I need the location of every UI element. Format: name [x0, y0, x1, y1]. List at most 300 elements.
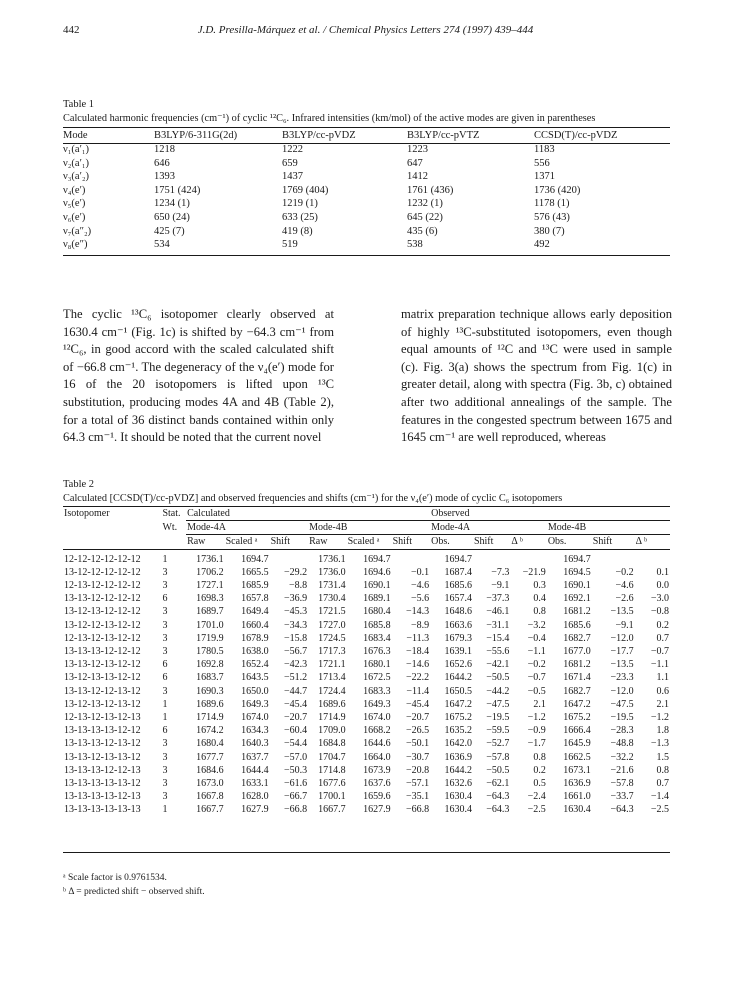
table1-header-cell: B3LYP/6-311G(2d) [154, 130, 238, 141]
value-cell: −1.3 [650, 738, 669, 750]
value-cell: 1628.0 [241, 791, 269, 803]
value-cell: −45.4 [283, 698, 308, 710]
value-cell: 1681.2 [563, 659, 591, 671]
isotopomer-cell: 13-13-13-12-13-12 [64, 738, 141, 750]
table1-header-cell: B3LYP/cc-pVTZ [407, 130, 480, 141]
value-cell: −59.5 [486, 725, 510, 737]
value-cell: 1649.4 [241, 606, 269, 618]
value-cell: 1638.0 [241, 646, 269, 658]
table-row [63, 645, 670, 658]
value-cell [592, 549, 635, 566]
value-cell: 0.8 [656, 764, 669, 776]
value-cell: −46.1 [486, 606, 510, 618]
value-cell: −11.4 [406, 685, 430, 697]
value-cell: 2.1 [656, 698, 669, 710]
isotopomer-cell: 13-13-12-12-13-12 [64, 685, 141, 697]
value-cell: 0.7 [656, 632, 669, 644]
header-scaled: Scaled ᵃ [225, 535, 270, 549]
value-cell: −66.8 [283, 804, 308, 816]
header-shift: Shift [392, 535, 431, 549]
isotopomer-cell: 13-12-13-12-13-12 [64, 698, 141, 710]
mode-cell: ν₈(e″) [63, 239, 88, 251]
value-cell: −17.7 [610, 646, 634, 658]
value-cell: 1677.6 [318, 778, 346, 790]
frequency-cell: 633 (25) [282, 211, 318, 223]
value-cell: 1640.3 [241, 738, 269, 750]
value-cell: 1630.4 [563, 804, 591, 816]
weight-cell: 3 [162, 566, 168, 578]
value-cell: −21.6 [610, 764, 634, 776]
value-cell: −52.7 [486, 738, 510, 750]
header-obs-mode4b: Mode-4B [547, 521, 670, 535]
frequency-cell: 647 [407, 157, 423, 169]
table1-body [63, 143, 670, 252]
header-delta: Δ ᵇ [635, 535, 670, 549]
value-cell: −30.7 [406, 751, 430, 763]
value-cell: −47.5 [610, 698, 634, 710]
table2-description: Calculated [CCSD(T)/cc-pVDZ] and observed frequencies and shifts (cm⁻¹) for the ν₄(e′) mode of cyclic C₆ isotopomers [63, 493, 563, 504]
value-cell: −36.9 [283, 593, 308, 605]
value-cell: −15.8 [283, 632, 308, 644]
value-cell: 1.1 [656, 672, 669, 684]
value-cell: 0.3 [533, 580, 546, 592]
value-cell: −57.8 [610, 778, 634, 790]
table1-description: Calculated harmonic frequencies (cm⁻¹) of cyclic ¹²C₆. Infrared intensities (km/mol) of the active modes are given in parentheses [63, 113, 596, 124]
frequency-cell: 1769 (404) [282, 184, 329, 196]
value-cell: −1.7 [527, 738, 546, 750]
value-cell: 1657.4 [444, 593, 472, 605]
value-cell: −66.8 [406, 804, 430, 816]
value-cell: −0.2 [615, 566, 634, 578]
frequency-cell: 576 (43) [534, 211, 570, 223]
value-cell: 1637.6 [363, 778, 391, 790]
value-cell: 1630.4 [444, 791, 472, 803]
value-cell: 1685.6 [444, 580, 472, 592]
frequency-cell: 1412 [407, 171, 428, 183]
value-cell: −8.8 [288, 580, 308, 592]
value-cell: 1649.3 [363, 698, 391, 710]
isotopomer-cell: 13-13-12-13-12-12 [64, 659, 141, 671]
value-cell: 1674.2 [196, 725, 224, 737]
value-cell: 1649.3 [241, 698, 269, 710]
table-row [63, 777, 670, 790]
value-cell: 1668.2 [363, 725, 391, 737]
table2-header-row-3 [63, 535, 670, 549]
value-cell: −0.9 [527, 725, 546, 737]
value-cell: −20.8 [406, 764, 430, 776]
value-cell: 1683.7 [196, 672, 224, 684]
value-cell: −55.6 [486, 646, 510, 658]
value-cell: 1667.8 [196, 791, 224, 803]
header-calc-mode4a: Mode-4A [186, 521, 308, 535]
value-cell: 1690.1 [563, 580, 591, 592]
table1-header-cell: B3LYP/cc-pVDZ [282, 130, 356, 141]
value-cell: 1714.9 [318, 712, 346, 724]
value-cell: 0.5 [533, 778, 546, 790]
value-cell: −54.4 [283, 738, 308, 750]
weight-cell: 1 [162, 698, 168, 710]
frequency-cell: 538 [407, 239, 423, 251]
value-cell: 1664.0 [363, 751, 391, 763]
header-shift: Shift [473, 535, 510, 549]
value-cell: −2.4 [527, 791, 546, 803]
table1-bottom-rule [63, 255, 670, 256]
frequency-cell: 435 (6) [407, 225, 438, 237]
weight-cell: 1 [162, 712, 168, 724]
table1-header-row [63, 128, 670, 143]
value-cell: 1673.1 [563, 764, 591, 776]
value-cell: −45.3 [283, 606, 308, 618]
table-row [63, 698, 670, 711]
weight-cell: 1 [162, 553, 168, 565]
value-cell: 0.4 [533, 593, 546, 605]
header-obs: Obs. [547, 535, 592, 549]
value-cell: 1706.2 [196, 566, 224, 578]
isotopomer-cell: 13-13-13-12-12-12 [64, 646, 141, 658]
frequency-cell: 380 (7) [534, 225, 565, 237]
value-cell: 2.1 [533, 698, 546, 710]
value-cell: 1.8 [656, 725, 669, 737]
frequency-cell: 1751 (424) [154, 184, 201, 196]
table-row [63, 619, 670, 632]
value-cell [392, 549, 431, 566]
isotopomer-cell: 13-12-12-12-12-12 [64, 566, 141, 578]
mode-cell: ν₁(a′₁) [63, 144, 90, 155]
value-cell: −13.5 [610, 606, 634, 618]
value-cell: 1680.4 [196, 738, 224, 750]
value-cell: 1677.0 [563, 646, 591, 658]
value-cell: −7.3 [491, 566, 510, 578]
value-cell: −64.3 [610, 804, 634, 816]
value-cell: 1648.6 [444, 606, 472, 618]
header-observed: Observed [430, 507, 670, 521]
table-row [63, 685, 670, 698]
value-cell: −26.5 [406, 725, 430, 737]
isotopomer-cell: 13-13-13-13-12-12 [64, 725, 141, 737]
value-cell: 1671.4 [563, 672, 591, 684]
value-cell: 1665.5 [241, 566, 269, 578]
value-cell: −12.0 [610, 685, 634, 697]
value-cell: −0.8 [650, 606, 669, 618]
frequency-cell: 646 [154, 157, 170, 169]
value-cell [510, 549, 546, 566]
value-cell: 1674.0 [241, 712, 269, 724]
value-cell: −19.5 [610, 712, 634, 724]
value-cell: −47.5 [486, 698, 510, 710]
value-cell: 1.5 [656, 751, 669, 763]
value-cell: 1692.8 [196, 659, 224, 671]
value-cell: 1721.1 [318, 659, 346, 671]
value-cell: −32.2 [610, 751, 634, 763]
weight-cell: 6 [162, 672, 168, 684]
value-cell: 0.6 [656, 685, 669, 697]
value-cell: 1647.2 [444, 698, 472, 710]
frequency-cell: 1223 [407, 144, 428, 155]
table1-caption: Table 1 [63, 99, 95, 110]
value-cell: 1674.0 [363, 712, 391, 724]
value-cell: −33.7 [610, 791, 634, 803]
header-stat: Stat. [162, 508, 181, 520]
isotopomer-cell: 13-13-13-13-13-12 [64, 778, 141, 790]
value-cell: 1678.9 [241, 632, 269, 644]
value-cell: −50.5 [486, 672, 510, 684]
value-cell: −2.5 [650, 804, 669, 816]
header-obs: Obs. [430, 535, 473, 549]
weight-cell: 3 [162, 791, 168, 803]
value-cell: −3.0 [650, 593, 669, 605]
weight-cell: 3 [162, 646, 168, 658]
body-text-right-column [401, 306, 672, 447]
value-cell: 1714.8 [318, 764, 346, 776]
value-cell: 1689.6 [196, 698, 224, 710]
value-cell: 1694.7 [241, 553, 269, 565]
value-cell: 1630.4 [444, 804, 472, 816]
value-cell: 1694.7 [363, 553, 391, 565]
value-cell: 1683.3 [363, 685, 391, 697]
header-scaled: Scaled ᵃ [347, 535, 392, 549]
value-cell: 1680.4 [363, 606, 391, 618]
page-number: 442 [63, 24, 80, 36]
value-cell: −13.5 [610, 659, 634, 671]
value-cell: 1727.1 [196, 580, 224, 592]
value-cell: 1684.6 [196, 764, 224, 776]
value-cell: −9.1 [615, 619, 634, 631]
value-cell: 1690.3 [196, 685, 224, 697]
value-cell: −48.8 [610, 738, 634, 750]
value-cell: −35.1 [406, 791, 430, 803]
mode-cell: ν₇(a″₂) [63, 225, 92, 237]
weight-cell: 1 [162, 804, 168, 816]
value-cell: 1672.5 [363, 672, 391, 684]
running-header: J.D. Presilla-Márquez et al. / Chemical Physics Letters 274 (1997) 439–444 [197, 24, 534, 36]
value-cell: 1677.7 [196, 751, 224, 763]
paragraph-right: matrix preparation technique allows early deposition of highly ¹³C-substituted isotopomers, even though equal amounts of ¹²C and ¹³C were used in sample (c). Fig. 3(a) shows the spectrum from Fig. 1(c) in greater detail, along with spectra (Fig. 3b, c) obtained after two additional annealings of the sample. The features in the congested spectrum between 1675 and 1645 cm⁻¹ are well reproduced, whereas [401, 307, 672, 445]
isotopomer-cell: 13-13-13-13-12-13 [64, 791, 141, 803]
value-cell: −3.2 [527, 619, 546, 631]
value-cell: 1644.2 [444, 672, 472, 684]
value-cell: 1650.0 [241, 685, 269, 697]
table-row [63, 211, 670, 225]
frequency-cell: 1437 [282, 171, 303, 183]
value-cell: −57.0 [283, 751, 308, 763]
value-cell: 1666.4 [563, 725, 591, 737]
value-cell: 1633.1 [241, 778, 269, 790]
value-cell: 1714.9 [196, 712, 224, 724]
frequency-cell: 556 [534, 157, 550, 169]
value-cell: 1724.5 [318, 632, 346, 644]
value-cell: 0.7 [656, 778, 669, 790]
value-cell: −64.3 [486, 804, 510, 816]
value-cell: −1.2 [650, 712, 669, 724]
value-cell: 1730.4 [318, 593, 346, 605]
value-cell: 1673.0 [196, 778, 224, 790]
header-obs-mode4a: Mode-4A [430, 521, 547, 535]
isotopomer-cell: 12-13-12-12-12-12 [64, 580, 141, 592]
value-cell: −8.9 [411, 619, 430, 631]
weight-cell: 6 [162, 659, 168, 671]
value-cell: −50.1 [406, 738, 430, 750]
frequency-cell: 1736 (420) [534, 184, 581, 196]
value-cell: −15.4 [486, 632, 510, 644]
table-row [63, 238, 670, 252]
paragraph-left: The cyclic ¹³C₆ isotopomer clearly observed at 1630.4 cm⁻¹ (Fig. 1c) is shifted by −64.3 cm⁻¹ from ¹²C₆, in good accord with the scaled calculated shift of −66.8 cm⁻¹. The degeneracy of the ν₄(e′) mode for 16 of the 20 isotopomers is lifted upon ¹³C substitution, producing modes 4A and 4B (Table 2), for a total of 36 distinct bands contained within only 64.3 cm⁻¹. It should be noted that the current novel [63, 307, 334, 445]
value-cell: 1660.4 [241, 619, 269, 631]
value-cell: 1675.2 [444, 712, 472, 724]
weight-cell: 3 [162, 619, 168, 631]
value-cell: 1642.0 [444, 738, 472, 750]
value-cell: −42.3 [283, 659, 308, 671]
value-cell [473, 549, 510, 566]
value-cell: 1698.3 [196, 593, 224, 605]
value-cell: 1673.9 [363, 764, 391, 776]
value-cell: −2.6 [615, 593, 634, 605]
value-cell: 1701.0 [196, 619, 224, 631]
weight-cell: 3 [162, 606, 168, 618]
table-row [63, 566, 670, 579]
value-cell: 1645.9 [563, 738, 591, 750]
table-row [63, 803, 670, 816]
value-cell: 1736.1 [196, 553, 224, 565]
value-cell: 1689.1 [363, 593, 391, 605]
value-cell: −0.7 [650, 646, 669, 658]
table-row [63, 197, 670, 211]
value-cell: 1736.1 [318, 553, 346, 565]
frequency-cell: 645 (22) [407, 211, 443, 223]
body-text-left-column [63, 306, 334, 447]
table-row [63, 549, 670, 566]
value-cell: 1724.4 [318, 685, 346, 697]
value-cell: 1652.4 [241, 659, 269, 671]
value-cell: −0.4 [527, 632, 546, 644]
value-cell: −62.1 [486, 778, 510, 790]
value-cell: 1644.6 [363, 738, 391, 750]
frequency-cell: 659 [282, 157, 298, 169]
table2-body [63, 549, 670, 817]
frequency-cell: 425 (7) [154, 225, 185, 237]
weight-cell: 3 [162, 738, 168, 750]
value-cell: −1.4 [650, 791, 669, 803]
value-cell: −57.8 [486, 751, 510, 763]
weight-cell: 3 [162, 632, 168, 644]
value-cell: 1634.3 [241, 725, 269, 737]
table1 [63, 128, 670, 252]
header-shift: Shift [592, 535, 635, 549]
frequency-cell: 1219 (1) [282, 198, 318, 210]
value-cell: −57.1 [406, 778, 430, 790]
table-row [63, 724, 670, 737]
value-cell: 1694.5 [563, 566, 591, 578]
value-cell: 1657.8 [241, 593, 269, 605]
table-row [63, 632, 670, 645]
value-cell: −20.7 [406, 712, 430, 724]
table-row [63, 671, 670, 684]
value-cell: 1685.6 [563, 619, 591, 631]
isotopomer-cell: 13-13-13-13-13-13 [64, 804, 141, 816]
isotopomer-cell: 12-13-12-13-12-13 [64, 712, 141, 724]
value-cell: 1694.6 [363, 566, 391, 578]
value-cell: 1676.3 [363, 646, 391, 658]
frequency-cell: 1178 (1) [534, 198, 570, 210]
value-cell: 0.2 [533, 764, 546, 776]
value-cell: −50.5 [486, 764, 510, 776]
value-cell: 1682.7 [563, 632, 591, 644]
value-cell: 1700.1 [318, 791, 346, 803]
value-cell: −23.3 [610, 672, 634, 684]
isotopomer-cell: 13-13-12-12-12-12 [64, 593, 141, 605]
table-row [63, 737, 670, 750]
value-cell: 1636.9 [444, 751, 472, 763]
frequency-cell: 1218 [154, 144, 175, 155]
frequency-cell: 519 [282, 239, 298, 251]
value-cell: −51.2 [283, 672, 308, 684]
table-row [63, 605, 670, 618]
value-cell: 1639.1 [444, 646, 472, 658]
value-cell: −2.5 [527, 804, 546, 816]
table2-bottom-rule [63, 852, 670, 853]
value-cell: 1692.1 [563, 593, 591, 605]
table-row [63, 157, 670, 171]
value-cell: 1637.7 [241, 751, 269, 763]
table-row [63, 658, 670, 671]
value-cell: −28.3 [610, 725, 634, 737]
value-cell: 1667.7 [318, 804, 346, 816]
mode-cell: ν₄(e′) [63, 184, 86, 196]
value-cell: 1684.8 [318, 738, 346, 750]
table2-header-row-2 [63, 521, 670, 535]
value-cell [635, 549, 670, 566]
value-cell: −14.3 [406, 606, 430, 618]
frequency-cell: 1232 (1) [407, 198, 443, 210]
mode-cell: ν₅(e′) [63, 198, 86, 210]
value-cell: −4.6 [411, 580, 430, 592]
header-shift: Shift [270, 535, 309, 549]
value-cell: −0.2 [527, 659, 546, 671]
value-cell: 1661.0 [563, 791, 591, 803]
frequency-cell: 534 [154, 239, 170, 251]
header-delta: Δ ᵇ [510, 535, 546, 549]
value-cell: 1719.9 [196, 632, 224, 644]
table-row [63, 751, 670, 764]
value-cell: 1635.2 [444, 725, 472, 737]
value-cell: −5.6 [411, 593, 430, 605]
value-cell: 1717.3 [318, 646, 346, 658]
mode-cell: ν₂(a′₁) [63, 157, 90, 169]
table2-header-row-1 [63, 507, 670, 521]
value-cell: 1736.0 [318, 566, 346, 578]
value-cell: −4.6 [615, 580, 634, 592]
value-cell: 1652.6 [444, 659, 472, 671]
value-cell: −29.2 [283, 566, 308, 578]
value-cell: −11.3 [406, 632, 430, 644]
weight-cell: 3 [162, 580, 168, 592]
value-cell: −37.3 [486, 593, 510, 605]
value-cell: 0.8 [533, 606, 546, 618]
value-cell: 1644.4 [241, 764, 269, 776]
value-cell: −12.0 [610, 632, 634, 644]
value-cell: 1694.7 [563, 553, 591, 565]
value-cell: −31.1 [486, 619, 510, 631]
frequency-cell: 1183 [534, 144, 555, 155]
mode-cell: ν₆(e′) [63, 211, 86, 223]
value-cell: −14.6 [406, 659, 430, 671]
value-cell: 1780.5 [196, 646, 224, 658]
table-row [63, 225, 670, 239]
isotopomer-cell: 12-13-12-13-12-12 [64, 632, 141, 644]
value-cell: −20.7 [283, 712, 308, 724]
value-cell: −60.4 [283, 725, 308, 737]
footnote-a: ᵃ Scale factor is 0.9761534. [63, 873, 167, 883]
frequency-cell: 419 (8) [282, 225, 313, 237]
